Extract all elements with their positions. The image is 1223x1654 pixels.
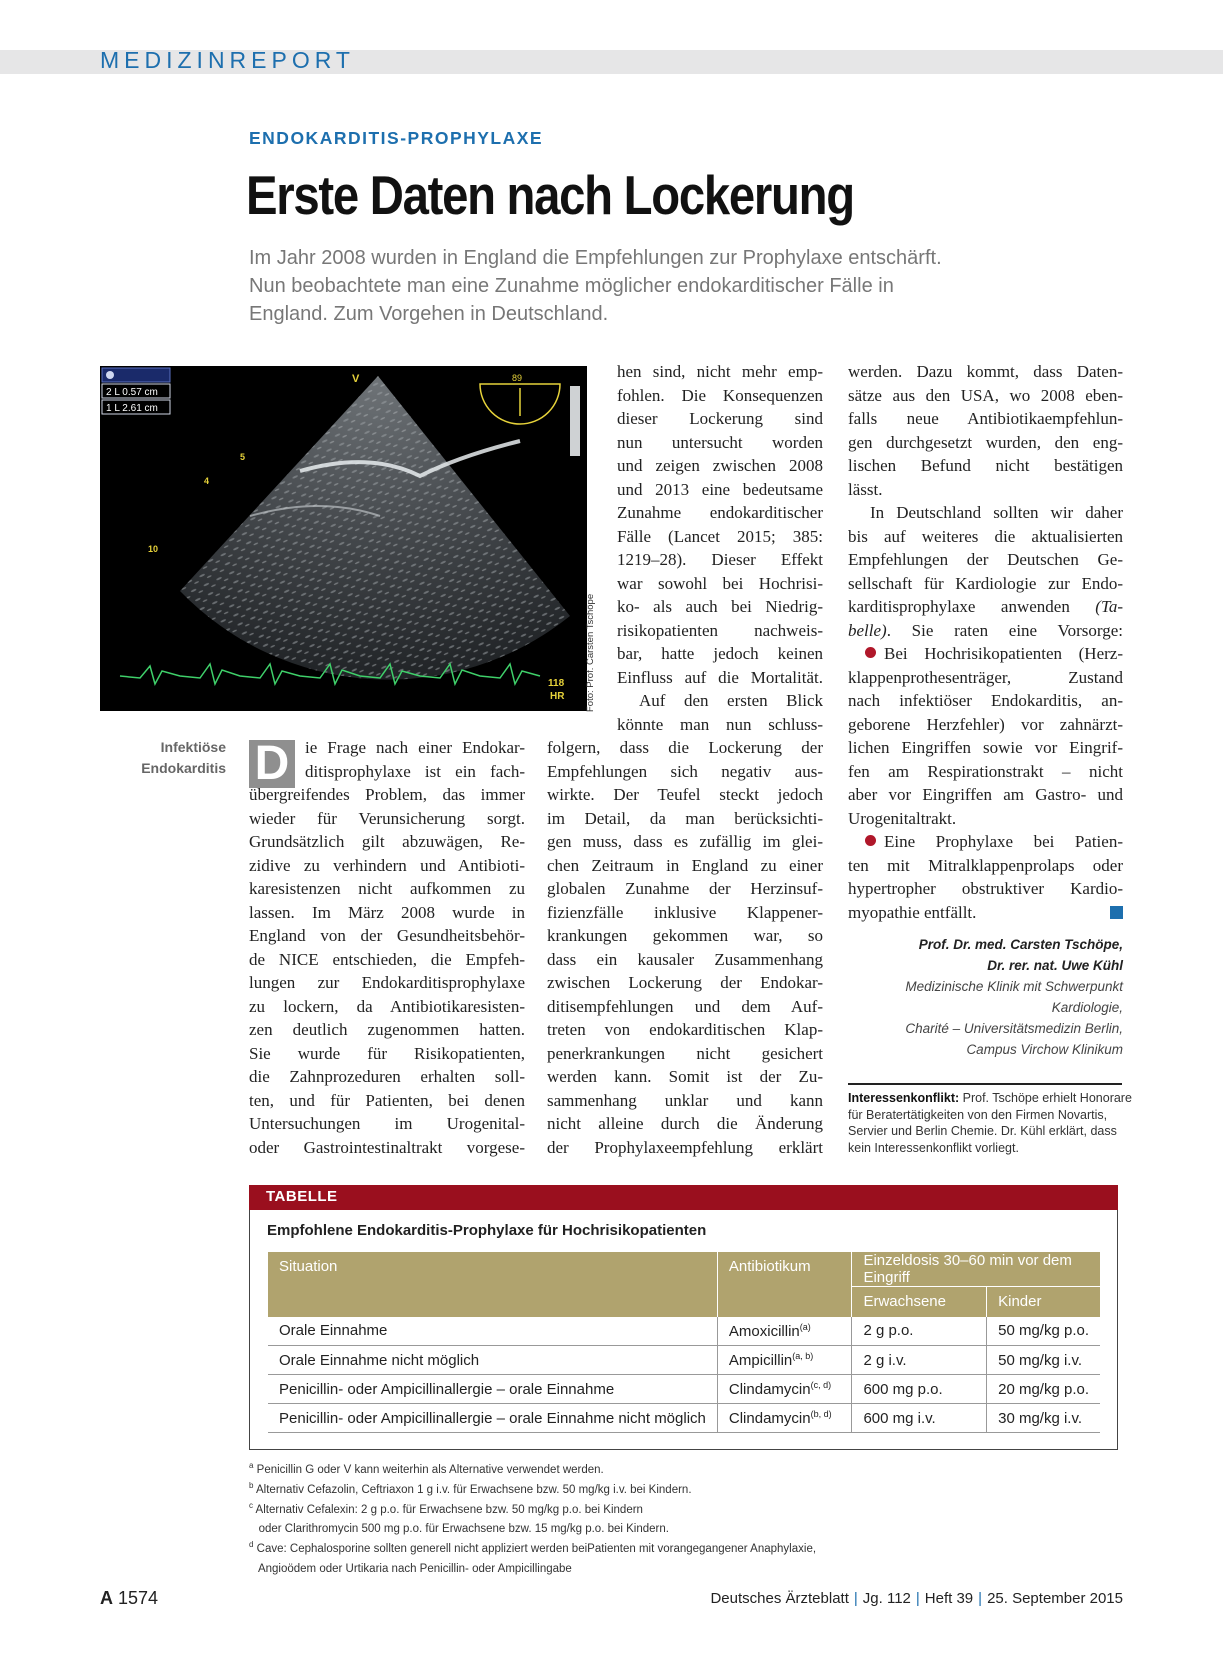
article-end-mark bbox=[1110, 906, 1123, 919]
body-line: dass ein kausaler Zusammenhang bbox=[547, 949, 823, 969]
cell-dose-children bbox=[987, 1346, 1100, 1375]
body-line: treten von endokarditischen Klap- bbox=[547, 1020, 823, 1039]
sector-angle: 89 bbox=[512, 373, 523, 383]
body-column-1-continued bbox=[249, 783, 525, 1159]
table-row bbox=[268, 1375, 1100, 1404]
body-line: hen sind, nicht mehr emp- bbox=[617, 362, 823, 381]
measurement-2: 1 L 2.61 cm bbox=[106, 403, 158, 414]
cell-situation-text: Orale Einnahme bbox=[279, 1322, 388, 1340]
page-number-value: 1574 bbox=[118, 1588, 159, 1608]
article-lead bbox=[249, 244, 1049, 328]
caption-line: Infektiöse bbox=[160, 739, 226, 755]
drop-cap: D bbox=[249, 740, 295, 788]
body-line: Zunahme endokarditischer bbox=[617, 503, 823, 522]
body-line: Empfehlungen der Deutschen Ge- bbox=[848, 550, 1123, 569]
body-line: sätze aus den USA, wo 2008 eben- bbox=[848, 385, 1123, 405]
body-line: dieser Lockerung sind bbox=[617, 409, 823, 428]
cell-antibiotic bbox=[717, 1375, 852, 1404]
column-header-children: Kinder bbox=[987, 1287, 1100, 1317]
journal-date: 25. September 2015 bbox=[987, 1590, 1123, 1607]
cell-situation bbox=[268, 1317, 717, 1346]
bullet-line: lichen Eingriffen sowie vor Eingrif- bbox=[848, 738, 1123, 757]
table-reference: belle) bbox=[848, 620, 887, 640]
body-line: ditisprophylaxe ist ein fach- bbox=[305, 761, 525, 781]
body-line: Untersuchungen im Urogenital- bbox=[249, 1114, 525, 1133]
cell-situation-text: Penicillin- oder Ampicillinallergie – orale Einnahme bbox=[279, 1380, 615, 1398]
cell-dose-children-text: 50 mg/kg i.v. bbox=[998, 1351, 1083, 1369]
table-footnotes bbox=[249, 1458, 816, 1577]
footnote-ref: (c, d) bbox=[810, 1380, 832, 1390]
table-row bbox=[268, 1404, 1100, 1433]
body-line: und 2013 eine bedeutsame bbox=[617, 479, 823, 499]
page-prefix: A bbox=[100, 1588, 113, 1608]
body-line: chen Zeitraum in England zu einer bbox=[547, 855, 823, 875]
bullet-line: nach infektiöser Endokarditis, an- bbox=[848, 691, 1123, 710]
author-affiliation: Kardiologie, bbox=[1051, 1000, 1123, 1015]
table-label: TABELLE bbox=[266, 1188, 338, 1205]
body-line: folgern, dass die Lockerung der bbox=[547, 738, 823, 757]
cell-dose-children-text: 20 mg/kg p.o. bbox=[998, 1380, 1089, 1398]
probe-icon bbox=[106, 371, 114, 379]
body-line: Sie wurde für Risikopatienten, bbox=[249, 1043, 525, 1063]
conflict-divider bbox=[848, 1083, 1122, 1085]
heart-rate-value: 118 bbox=[548, 678, 565, 689]
cell-dose-children bbox=[987, 1404, 1100, 1433]
depth-label: 4 bbox=[204, 476, 210, 486]
cell-dose-adults bbox=[852, 1346, 987, 1375]
table-title: Empfohlene Endokarditis-Prophylaxe für Hochrisikopatienten bbox=[267, 1222, 707, 1239]
footnote-text: Cave: Cephalosporine sollten generell nicht appliziert werden beiPatienten mit vorangegangener Anaphylaxie, bbox=[253, 1543, 817, 1556]
body-line: krankungen gekommen war, so bbox=[547, 926, 823, 945]
conflict-text: Prof. Tschöpe erhielt Honorare bbox=[959, 1091, 1132, 1105]
journal-info bbox=[710, 1590, 1123, 1607]
cell-dose-adults-text: 600 mg i.v. bbox=[863, 1409, 936, 1427]
bullet-line: fen am Respirationstrakt – nicht bbox=[848, 761, 1123, 781]
body-line: nun untersucht worden bbox=[617, 432, 823, 452]
column-header-adults: Erwachsene bbox=[852, 1287, 987, 1317]
body-line: de NICE entschieden, die Empfeh- bbox=[249, 949, 525, 969]
measurement-1: 2 L 0.57 cm bbox=[106, 387, 158, 398]
conflict-label: Interessenkonflikt: bbox=[848, 1091, 960, 1105]
page-number bbox=[100, 1588, 158, 1609]
footnote bbox=[249, 1557, 816, 1577]
gray-scale-bar bbox=[570, 386, 580, 456]
footer-separator: | bbox=[978, 1590, 983, 1607]
cell-dose-adults-text: 2 g p.o. bbox=[863, 1322, 914, 1340]
table-reference: (Ta- bbox=[1095, 597, 1123, 616]
cell-antibiotic-text: Ampicillin bbox=[728, 1352, 793, 1369]
ecg-trace bbox=[120, 664, 540, 684]
body-line: wirkte. Der Teufel steckt jedoch bbox=[547, 785, 823, 804]
journal-name: Deutsches Ärzteblatt bbox=[710, 1590, 849, 1607]
lead-line: England. Zum Vorgehen in Deutschland. bbox=[249, 303, 609, 325]
cell-dose-children-text: 50 mg/kg p.o. bbox=[998, 1322, 1089, 1340]
conflict-line: kein Interessenkonflikt vorliegt. bbox=[848, 1140, 1019, 1155]
bullet-icon bbox=[865, 835, 876, 846]
body-line: England von der Gesundheitsbehör- bbox=[249, 926, 525, 945]
bullet-text: Eine Prophylaxe bei Patien- bbox=[884, 832, 1123, 851]
footnote-ref: (a, b) bbox=[792, 1351, 814, 1361]
cell-antibiotic-text: Clindamycin bbox=[728, 1410, 811, 1427]
body-line: karditisprophylaxe anwenden (Ta- bbox=[848, 597, 1123, 616]
body-line: lischen Befund nicht bestätigen bbox=[848, 456, 1123, 475]
body-line: übergreifendes Problem, das immer bbox=[249, 785, 525, 804]
body-line: In Deutschland sollten wir daher bbox=[870, 503, 1123, 522]
depth-label: 10 bbox=[148, 544, 159, 554]
cell-dose-adults bbox=[852, 1375, 987, 1404]
body-line: fohlen. Die Konsequenzen bbox=[617, 385, 823, 405]
conflict-of-interest bbox=[848, 1090, 1132, 1156]
bullet-line: geborene Herzfehler) vor zahnärzt- bbox=[848, 714, 1123, 734]
body-line: karesistenzen nicht aufkommen zu bbox=[249, 879, 525, 898]
body-line: Empfehlungen sich negativ aus- bbox=[547, 761, 823, 781]
body-line: im Detail, da man berücksichti- bbox=[547, 808, 823, 828]
section-label: MEDIZINREPORT bbox=[100, 47, 355, 73]
footer-separator: | bbox=[853, 1590, 858, 1607]
cell-antibiotic-text: Amoxicillin bbox=[728, 1322, 800, 1340]
body-line: der Prophylaxeempfehlung erklärt bbox=[547, 1137, 823, 1157]
column-header-dose: Einzeldosis 30–60 min vor dem Eingriff bbox=[852, 1252, 1100, 1287]
footnote-ref: (b, d) bbox=[810, 1409, 832, 1419]
cell-dose-children bbox=[987, 1375, 1100, 1404]
body-line: gen muss, dass es zufällig im glei- bbox=[547, 832, 823, 851]
cell-situation bbox=[268, 1375, 717, 1404]
body-line: gen durchgesetzt wurden, den eng- bbox=[848, 432, 1123, 452]
body-column-2-bottom bbox=[547, 736, 823, 1159]
author-affiliation: Medizinische Klinik mit Schwerpunkt bbox=[905, 979, 1123, 994]
body-line: falls neue Antibiotikaempfehlun- bbox=[848, 409, 1123, 428]
heart-rate-unit: HR bbox=[550, 691, 565, 702]
body-column-2-paragraph bbox=[617, 689, 823, 736]
body-line: lassen. Im März 2008 wurde in bbox=[249, 902, 525, 922]
bullet-line bbox=[848, 901, 1123, 925]
caption-line: Endokarditis bbox=[141, 760, 226, 776]
prophylaxis-table bbox=[268, 1252, 1100, 1433]
footnote-mark: c bbox=[249, 1500, 253, 1510]
cell-antibiotic bbox=[717, 1346, 852, 1375]
body-line: ko- als auch bei Niedrig- bbox=[617, 597, 823, 616]
body-line: lässt. bbox=[848, 479, 883, 499]
column-header-antibiotic: Antibiotikum bbox=[717, 1252, 852, 1317]
echocardiogram-svg bbox=[100, 366, 587, 711]
author-name: Prof. Dr. med. Carsten Tschöpe, bbox=[918, 937, 1123, 952]
depth-label: 5 bbox=[240, 452, 246, 462]
journal-volume: Jg. 112 bbox=[862, 1590, 911, 1607]
author-affiliation: Campus Virchow Klinikum bbox=[966, 1042, 1123, 1057]
bullet-line: aber vor Eingriffen am Gastro- und bbox=[848, 785, 1123, 804]
conflict-line bbox=[848, 1090, 1132, 1107]
conflict-line: Servier und Berlin Chemie. Dr. Kühl erklärt, dass bbox=[848, 1124, 1117, 1138]
body-line: bis auf weiteres die aktualisierten bbox=[848, 526, 1123, 546]
bullet-text: Bei Hochrisikopatienten (Herz- bbox=[884, 644, 1123, 663]
body-line: belle). Sie raten eine Vorsorge: bbox=[848, 620, 1123, 640]
footnote-text: Angioödem oder Urtikaria nach Penicillin- oder Ampicillingabe bbox=[249, 1562, 572, 1575]
conflict-line: für Beratertätigkeiten von den Firmen Novartis, bbox=[848, 1107, 1108, 1122]
cell-situation bbox=[268, 1346, 717, 1375]
echocardiogram-image bbox=[100, 366, 587, 711]
body-line: und zeigen zwischen 2008 bbox=[617, 456, 823, 475]
footnote-text: Alternativ Cefalexin: 2 g p.o. für Erwachsene bzw. 50 mg/kg p.o. bei Kindern bbox=[253, 1503, 643, 1516]
body-column-1 bbox=[305, 736, 525, 783]
body-line: nicht alleine durch die Änderung bbox=[547, 1114, 823, 1133]
body-line: Grundsätzlich gilt abzuwägen, Re- bbox=[249, 832, 525, 851]
footnote-mark: a bbox=[249, 1461, 254, 1470]
footnote bbox=[249, 1517, 816, 1537]
lead-line: Nun beobachtete man eine Zunahme möglicher endokarditischer Fälle in bbox=[249, 275, 894, 297]
footnote-text: oder Clarithromycin 500 mg p.o. für Erwachsene bzw. 15 mg/kg p.o. bei Kindern. bbox=[249, 1523, 669, 1536]
body-line: Einfluss auf die Mortalität. bbox=[617, 667, 823, 687]
body-line: die Zahnprozeduren erhalten soll- bbox=[249, 1067, 525, 1086]
column-header-situation: Situation bbox=[268, 1252, 717, 1317]
cell-dose-adults-text: 600 mg p.o. bbox=[863, 1380, 943, 1398]
body-line: werden kann. Somit ist der Zu- bbox=[547, 1067, 823, 1086]
body-column-3 bbox=[848, 360, 1123, 924]
body-line: ie Frage nach einer Endokar- bbox=[305, 738, 525, 757]
author-name: Dr. rer. nat. Uwe Kühl bbox=[987, 958, 1123, 973]
bullet-line: hypertropher obstruktiver Kardio- bbox=[848, 879, 1123, 898]
body-column-2-top bbox=[617, 360, 823, 689]
footnote bbox=[249, 1458, 816, 1478]
table-label-bar bbox=[249, 1185, 1118, 1210]
body-line: könnte man nun schluss- bbox=[617, 714, 823, 734]
footnote-ref: (a) bbox=[799, 1321, 811, 1332]
article-title: Erste Daten nach Lockerung bbox=[246, 164, 854, 226]
body-line: ditisempfehlungen und dem Auf- bbox=[547, 996, 823, 1016]
marker-v: V bbox=[352, 373, 360, 385]
footnote-mark: b bbox=[249, 1480, 254, 1490]
footnote bbox=[249, 1537, 816, 1557]
footnote-text: Alternativ Cefazolin, Ceftriaxon 1 g i.v. für Erwachsene bzw. 50 mg/kg i.v. bei Kindern. bbox=[253, 1483, 692, 1496]
cell-situation-text: Penicillin- oder Ampicillinallergie – orale Einnahme nicht möglich bbox=[279, 1409, 706, 1427]
bullet-line: klappenprothesenträger, Zustand bbox=[848, 667, 1123, 687]
author-block bbox=[820, 934, 1123, 1060]
body-line: oder Gastrointestinaltrakt vorgese- bbox=[249, 1137, 525, 1157]
bullet-line bbox=[848, 642, 1123, 666]
bullet-icon bbox=[865, 647, 876, 658]
journal-issue: Heft 39 bbox=[924, 1590, 974, 1607]
body-line: zidive zu verhindern und Antibioti- bbox=[249, 855, 525, 875]
body-line: fizienzfälle inklusive Klappener- bbox=[547, 902, 823, 922]
body-line: lungen zur Endokarditisprophylaxe bbox=[249, 973, 525, 992]
cell-situation-text: Orale Einnahme nicht möglich bbox=[279, 1351, 480, 1369]
body-line: werden. Dazu kommt, dass Daten- bbox=[848, 362, 1123, 381]
lead-line: Im Jahr 2008 wurden in England die Empfehlungen zur Prophylaxe entschärft. bbox=[249, 247, 942, 269]
body-line: risikopatienten nachweis- bbox=[617, 620, 823, 640]
table-row bbox=[268, 1317, 1100, 1346]
body-line: zen deutlich zugenommen hatten. bbox=[249, 1020, 525, 1039]
cell-antibiotic bbox=[717, 1404, 852, 1433]
photo-credit: Foto: Prof. Carsten Tschöpe bbox=[585, 593, 596, 712]
bullet-line: ten mit Mitralklappenprolaps oder bbox=[848, 855, 1123, 875]
body-line: sammenhang unklar und kann bbox=[547, 1090, 823, 1110]
body-line: 1219–28). Dieser Effekt bbox=[617, 550, 823, 569]
body-line: Auf den ersten Blick bbox=[639, 691, 823, 710]
cell-situation bbox=[268, 1404, 717, 1433]
article-kicker: ENDOKARDITIS-PROPHYLAXE bbox=[249, 128, 544, 148]
footnote bbox=[249, 1478, 816, 1498]
ultrasound-speckle bbox=[180, 376, 570, 680]
footnote-text: Penicillin G oder V kann weiterhin als Alternative verwendet werden. bbox=[253, 1463, 604, 1476]
body-line: wieder für Verunsicherung sorgt. bbox=[249, 808, 525, 828]
body-line: sellschaft für Kardiologie zur Endo- bbox=[848, 573, 1123, 593]
cell-antibiotic bbox=[717, 1317, 852, 1346]
bullet-line: Urogenitaltrakt. bbox=[848, 808, 957, 828]
cell-dose-adults bbox=[852, 1404, 987, 1433]
author-affiliation: Charité – Universitätsmedizin Berlin, bbox=[905, 1021, 1123, 1036]
cell-antibiotic-text: Clindamycin bbox=[728, 1381, 811, 1398]
body-line: bar, hatte jedoch keinen bbox=[617, 644, 823, 663]
footnote-mark: d bbox=[249, 1540, 254, 1550]
body-line: zwischen Lockerung der Endokar- bbox=[547, 973, 823, 992]
body-line: penerkrankungen nicht gesichert bbox=[547, 1043, 823, 1063]
cell-dose-children bbox=[987, 1317, 1100, 1346]
footnote bbox=[249, 1498, 816, 1518]
table-row bbox=[268, 1346, 1100, 1375]
body-line: war sowohl bei Hochrisi- bbox=[617, 573, 823, 593]
body-line: globalen Zunahme der Herzinsuf- bbox=[547, 879, 823, 898]
bullet-text: myopathie entfällt. bbox=[848, 902, 977, 922]
figure-caption bbox=[100, 737, 226, 779]
body-line: ten, und für Patienten, bei denen bbox=[249, 1090, 525, 1110]
footer-separator: | bbox=[915, 1590, 920, 1607]
bullet-line bbox=[848, 830, 1123, 854]
cell-dose-adults bbox=[852, 1317, 987, 1346]
body-line: Fälle (Lancet 2015; 385: bbox=[617, 526, 823, 546]
cell-dose-children-text: 30 mg/kg i.v. bbox=[998, 1409, 1083, 1427]
cell-dose-adults-text: 2 g i.v. bbox=[863, 1351, 907, 1369]
body-line: zu lockern, da Antibiotikaresisten- bbox=[249, 996, 525, 1016]
